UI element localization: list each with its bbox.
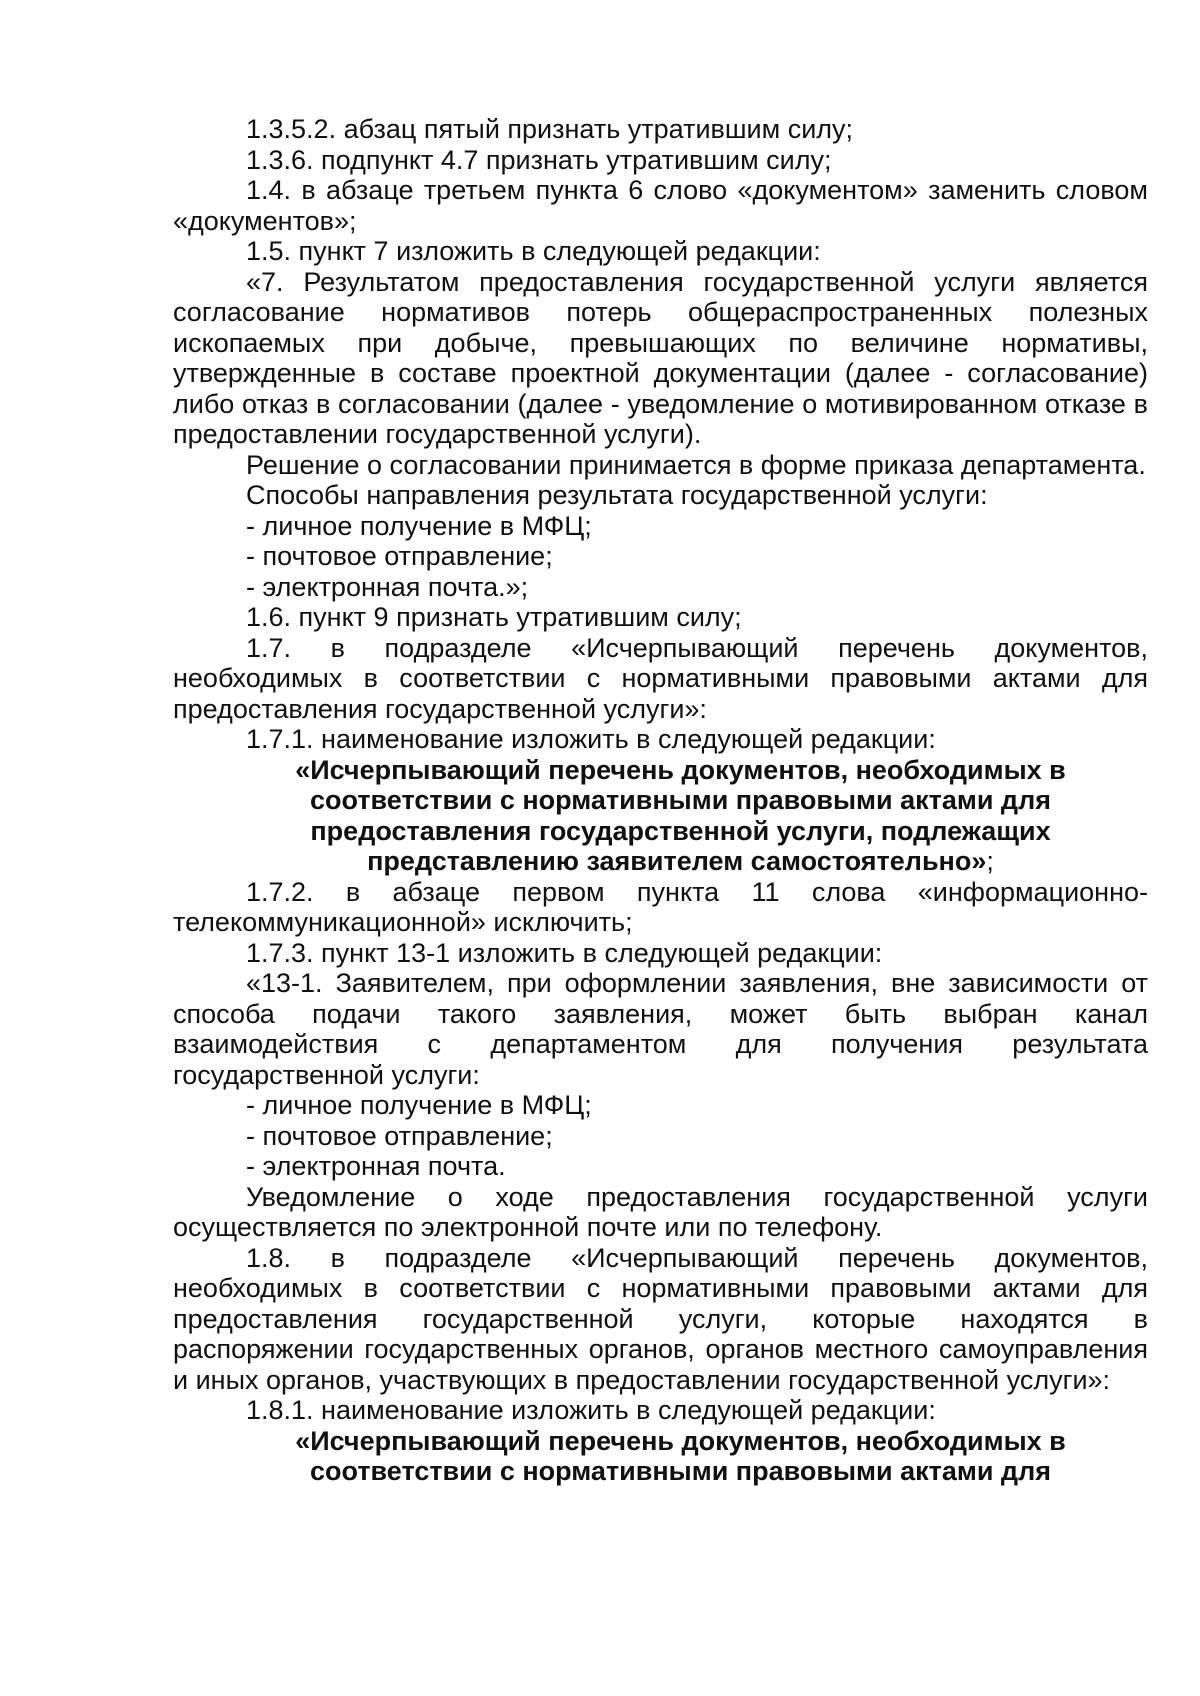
list-item: - личное получение в МФЦ;: [246, 510, 592, 541]
list-item: - электронная почта.: [246, 1151, 506, 1181]
section-heading: [263, 755, 1098, 877]
section-heading-tail: ;: [986, 846, 994, 876]
paragraph: 1.5. пункт 7 изложить в следующей редакции:: [246, 236, 821, 266]
paragraph: Уведомление о ходе предоставления государственной услуги осуществляется по электронной почте или по телефону.: [173, 1181, 1148, 1242]
list-item: - почтовое отправление;: [246, 541, 553, 571]
section-heading: [263, 1426, 1098, 1487]
paragraph: 1.7. в подразделе «Исчерпывающий перечень документов, необходимых в соответствии с нормативными правовыми актами для предоставления государственной услуги»:: [173, 632, 1148, 724]
paragraph: Способы направления результата государственной услуги:: [246, 480, 988, 510]
paragraph: 1.8.1. наименование изложить в следующей редакции:: [246, 1395, 936, 1425]
section-heading-text: «Исчерпывающий перечень документов, необходимых в соответствии с нормативными правовыми актами для: [295, 1425, 1066, 1486]
paragraph: «7. Результатом предоставления государственной услуги является согласование нормативов потерь общераспространенных полезных ископаемых при добыче, превышающих по величине нормативы, утвержденные в составе проектной документации (далее - согласование) либо отказ в согласовании (далее - уведомление о мотивированном отказе в предоставлении государственной услуги).: [173, 266, 1148, 449]
section-heading-text: «Исчерпывающий перечень документов, необходимых в соответствии с нормативными правовыми актами для предоставления государственной услуги, подлежащих представлению заявителем самостоятельно»: [295, 754, 1066, 876]
list-item: - личное получение в МФЦ;: [246, 1090, 592, 1120]
paragraph: 1.8. в подразделе «Исчерпывающий перечень документов, необходимых в соответствии с нормативными правовыми актами для предоставления государственной услуги, которые находятся в распоряжении государственных органов, органов местного самоуправления и иных органов, участвующих в предоставлении государственной услуги»:: [173, 1242, 1148, 1395]
paragraph: «13-1. Заявителем, при оформлении заявления, вне зависимости от способа подачи такого заявления, может быть выбран канал взаимодействия с департаментом для получения результата государственной услуги:: [173, 968, 1148, 1090]
list-item: - электронная почта.»;: [246, 571, 529, 602]
paragraph: 1.6. пункт 9 признать утратившим силу;: [246, 602, 742, 632]
paragraph: Решение о согласовании принимается в форме приказа департамента.: [246, 449, 1146, 480]
paragraph: 1.4. в абзаце третьем пункта 6 слово «документом» заменить словом «документов»;: [173, 175, 1148, 236]
paragraph: 1.7.2. в абзаце первом пункта 11 слова «информационно-телекоммуникационной» исключить;: [173, 876, 1148, 937]
paragraph: 1.3.6. подпункт 4.7 признать утратившим силу;: [246, 144, 832, 175]
paragraph: 1.7.1. наименование изложить в следующей редакции:: [246, 724, 936, 754]
paragraph: 1.7.3. пункт 13-1 изложить в следующей редакции:: [246, 937, 883, 968]
list-item: - почтовое отправление;: [246, 1120, 553, 1151]
paragraph: 1.3.5.2. абзац пятый признать утратившим силу;: [246, 114, 854, 144]
document-body: [173, 114, 1148, 1487]
